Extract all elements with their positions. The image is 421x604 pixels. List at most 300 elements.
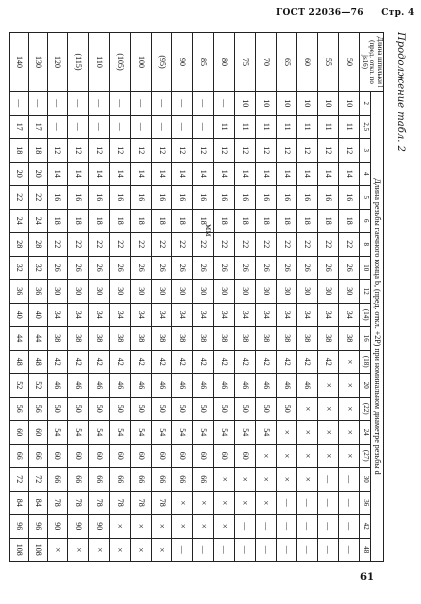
table-cell: 42: [110, 350, 131, 374]
table-cell: 44: [28, 327, 47, 351]
table-cell: 66: [47, 468, 68, 492]
table-cell: 54: [151, 421, 172, 445]
table-cell: 22: [172, 233, 193, 257]
table-cell: 26: [130, 256, 151, 280]
table-cell: 50: [214, 397, 235, 421]
table-cell: 54: [89, 421, 110, 445]
table-cell: 66: [89, 468, 110, 492]
table-cell: 11: [297, 115, 318, 139]
table-cell: ×: [255, 468, 276, 492]
table-cell: —: [276, 515, 297, 539]
table-cell: 22: [214, 233, 235, 257]
standard-code: ГОСТ 22036—76: [276, 8, 364, 18]
table-cell: —: [110, 115, 131, 139]
table-cell: 26: [193, 256, 214, 280]
column-header: 4: [359, 162, 370, 186]
table-cell: 38: [172, 327, 193, 351]
table-cell: ×: [214, 515, 235, 539]
table-cell: 10: [297, 92, 318, 116]
table-cell: 26: [172, 256, 193, 280]
table-cell: 42: [318, 350, 339, 374]
table-row: [28, 33, 47, 562]
table-cell: 14: [193, 162, 214, 186]
table-cell: —: [151, 115, 172, 139]
table-cell: 54: [193, 421, 214, 445]
table-cell: 36: [9, 280, 28, 304]
table-cell: 17: [9, 115, 28, 139]
table-cell: 54: [130, 421, 151, 445]
thread-length-table: [9, 32, 384, 562]
table-cell: 96: [28, 515, 47, 539]
row-length-cell: 80: [214, 33, 235, 92]
table-cell: 42: [276, 350, 297, 374]
table-cell: 30: [151, 280, 172, 304]
table-cell: ×: [193, 491, 214, 515]
table-cell: 12: [151, 139, 172, 163]
table-cell: 66: [130, 468, 151, 492]
table-cell: —: [68, 92, 89, 116]
table-cell: 24: [9, 209, 28, 233]
row-length-cell: (105): [110, 33, 131, 92]
table-cell: 48: [9, 350, 28, 374]
table-cell: 38: [276, 327, 297, 351]
rotated-table-wrapper: [16, 32, 384, 562]
table-cell: 26: [110, 256, 131, 280]
table-cell: 12: [214, 139, 235, 163]
table-cell: ×: [297, 397, 318, 421]
row-length-cell: 50: [339, 33, 360, 92]
table-cell: 72: [28, 468, 47, 492]
table-cell: 18: [339, 209, 360, 233]
table-cell: 34: [214, 303, 235, 327]
table-cell: 38: [130, 327, 151, 351]
table-cell: 16: [151, 186, 172, 210]
table-cell: 22: [234, 233, 255, 257]
table-cell: 50: [68, 397, 89, 421]
table-cell: 14: [318, 162, 339, 186]
column-header: (22): [359, 397, 370, 421]
table-cell: —: [297, 491, 318, 515]
table-cell: 16: [172, 186, 193, 210]
table-cell: ×: [193, 515, 214, 539]
table-cell: 30: [130, 280, 151, 304]
table-cell: 60: [9, 421, 28, 445]
column-header: 10: [359, 256, 370, 280]
table-cell: —: [172, 115, 193, 139]
table-cell: —: [214, 92, 235, 116]
table-cell: 18: [255, 209, 276, 233]
table-cell: 42: [172, 350, 193, 374]
table-row: [276, 33, 297, 562]
table-cell: ×: [172, 491, 193, 515]
table-cell: 78: [110, 491, 131, 515]
column-header: (18): [359, 350, 370, 374]
table-cell: 22: [130, 233, 151, 257]
table-cell: ×: [339, 350, 360, 374]
table-cell: 42: [214, 350, 235, 374]
table-cell: ×: [255, 491, 276, 515]
table-row: [214, 33, 235, 562]
table-row: [193, 33, 214, 562]
table-cell: 12: [276, 139, 297, 163]
table-cell: 34: [89, 303, 110, 327]
table-cell: 66: [110, 468, 131, 492]
table-cell: 26: [297, 256, 318, 280]
table-cell: 54: [110, 421, 131, 445]
table-cell: 30: [89, 280, 110, 304]
table-cell: 66: [28, 444, 47, 468]
table-cell: 38: [318, 327, 339, 351]
table-cell: 54: [214, 421, 235, 445]
column-header: 8: [359, 233, 370, 257]
row-length-cell: 85: [193, 33, 214, 92]
row-length-cell: (95): [151, 33, 172, 92]
table-cell: 22: [89, 233, 110, 257]
table-cell: 22: [318, 233, 339, 257]
table-cell: 11: [339, 115, 360, 139]
table-cell: 56: [9, 397, 28, 421]
table-cell: 18: [110, 209, 131, 233]
table-cell: 30: [297, 280, 318, 304]
column-header: (14): [359, 303, 370, 327]
table-cell: 22: [28, 186, 47, 210]
table-cell: 60: [193, 444, 214, 468]
table-cell: 16: [89, 186, 110, 210]
table-cell: 18: [28, 139, 47, 163]
table-cell: 12: [47, 139, 68, 163]
table-cell: 12: [110, 139, 131, 163]
table-cell: 16: [339, 186, 360, 210]
table-cell: ×: [276, 444, 297, 468]
page-label: Стр.: [381, 8, 405, 18]
table-cell: 90: [89, 515, 110, 539]
table-cell: —: [193, 92, 214, 116]
table-cell: 14: [68, 162, 89, 186]
column-header: 6: [359, 209, 370, 233]
table-cell: 38: [68, 327, 89, 351]
table-cell: 66: [68, 468, 89, 492]
table-cell: ×: [130, 538, 151, 562]
column-header: 24: [359, 421, 370, 445]
table-cell: ×: [234, 468, 255, 492]
table-cell: —: [339, 515, 360, 539]
table-cell: 34: [339, 303, 360, 327]
row-length-cell: 60: [297, 33, 318, 92]
table-cell: 42: [193, 350, 214, 374]
table-cell: 30: [234, 280, 255, 304]
table-cell: ×: [255, 444, 276, 468]
table-cell: 34: [110, 303, 131, 327]
table-cell: 14: [255, 162, 276, 186]
table-cell: 24: [28, 209, 47, 233]
table-cell: —: [276, 538, 297, 562]
table-cell: ×: [339, 397, 360, 421]
table-cell: 18: [89, 209, 110, 233]
table-row: [9, 33, 28, 562]
table-cell: 78: [47, 491, 68, 515]
table-cell: 12: [255, 139, 276, 163]
table-cell: 42: [130, 350, 151, 374]
table-cell: 32: [9, 256, 28, 280]
table-cell: 90: [68, 515, 89, 539]
table-cell: 38: [297, 327, 318, 351]
table-cell: 30: [47, 280, 68, 304]
table-body: [9, 33, 359, 562]
table-cell: 12: [68, 139, 89, 163]
row-length-cell: 65: [276, 33, 297, 92]
table-cell: 84: [9, 491, 28, 515]
table-cell: 16: [255, 186, 276, 210]
table-cell: 18: [130, 209, 151, 233]
table-cell: 50: [130, 397, 151, 421]
table-row: [172, 33, 193, 562]
table-cell: ×: [318, 421, 339, 445]
row-length-cell: 75: [234, 33, 255, 92]
table-cell: ×: [276, 421, 297, 445]
table-cell: 32: [28, 256, 47, 280]
row-length-cell: 120: [47, 33, 68, 92]
table-cell: 22: [255, 233, 276, 257]
column-header: (27): [359, 444, 370, 468]
table-cell: 50: [255, 397, 276, 421]
table-cell: —: [318, 515, 339, 539]
table-cell: 46: [234, 374, 255, 398]
table-cell: 12: [318, 139, 339, 163]
table-cell: 12: [130, 139, 151, 163]
table-cell: 66: [9, 444, 28, 468]
table-cell: 16: [318, 186, 339, 210]
table-cell: 14: [172, 162, 193, 186]
row-length-cell: 140: [9, 33, 28, 92]
table-cell: 18: [234, 209, 255, 233]
table-cell: 78: [68, 491, 89, 515]
table-cell: 16: [297, 186, 318, 210]
table-cell: ×: [130, 515, 151, 539]
table-row: [151, 33, 172, 562]
table-cell: 14: [234, 162, 255, 186]
table-cell: 54: [255, 421, 276, 445]
table-cell: 34: [172, 303, 193, 327]
table-cell: —: [193, 115, 214, 139]
table-cell: 66: [151, 468, 172, 492]
table-cell: ×: [297, 444, 318, 468]
table-cell: 50: [172, 397, 193, 421]
table-cell: 48: [28, 350, 47, 374]
table-cell: 46: [214, 374, 235, 398]
table-cell: ×: [214, 468, 235, 492]
table-row: [339, 33, 360, 562]
table-cell: 46: [255, 374, 276, 398]
column-header: 3: [359, 139, 370, 163]
table-cell: 10: [339, 92, 360, 116]
table-cell: 12: [297, 139, 318, 163]
table-cell: 42: [151, 350, 172, 374]
table-cell: 30: [318, 280, 339, 304]
row-length-cell: 130: [28, 33, 47, 92]
table-cell: ×: [339, 421, 360, 445]
table-cell: 46: [172, 374, 193, 398]
table-cell: 10: [255, 92, 276, 116]
table-cell: —: [297, 515, 318, 539]
table-cell: ×: [297, 421, 318, 445]
row-length-cell: 110: [89, 33, 110, 92]
table-cell: 60: [28, 421, 47, 445]
table-cell: 12: [339, 139, 360, 163]
table-cell: 78: [89, 491, 110, 515]
table-cell: 52: [28, 374, 47, 398]
table-cell: 60: [89, 444, 110, 468]
table-cell: 10: [276, 92, 297, 116]
table-cell: 66: [193, 468, 214, 492]
table-cell: 54: [234, 421, 255, 445]
column-header: 12: [359, 280, 370, 304]
table-cell: 10: [318, 92, 339, 116]
column-header: 2: [359, 92, 370, 116]
table-cell: 26: [214, 256, 235, 280]
table-cell: 46: [130, 374, 151, 398]
table-row: [110, 33, 131, 562]
table-cell: 50: [234, 397, 255, 421]
table-cell: 26: [151, 256, 172, 280]
table-cell: 54: [68, 421, 89, 445]
table-row: [297, 33, 318, 562]
table-cell: 30: [68, 280, 89, 304]
table-cell: 50: [193, 397, 214, 421]
table-cell: ×: [214, 491, 235, 515]
column-header: 16: [359, 327, 370, 351]
table-cell: 12: [234, 139, 255, 163]
table-cell: —: [193, 538, 214, 562]
table-cell: 18: [172, 209, 193, 233]
table-cell: 44: [9, 327, 28, 351]
table-cell: —: [297, 538, 318, 562]
table-cell: 16: [234, 186, 255, 210]
table-cell: 22: [151, 233, 172, 257]
table-cell: 22: [47, 233, 68, 257]
table-cell: 26: [255, 256, 276, 280]
table-cell: 14: [110, 162, 131, 186]
table-cell: 84: [28, 491, 47, 515]
table-cell: 46: [110, 374, 131, 398]
table-continuation-title: Продолжение табл. 2: [395, 32, 406, 152]
table-cell: 22: [193, 233, 214, 257]
table-cell: ×: [339, 444, 360, 468]
table-cell: 26: [318, 256, 339, 280]
table-cell: —: [255, 515, 276, 539]
column-header: 20: [359, 374, 370, 398]
table-cell: 42: [89, 350, 110, 374]
table-row: [68, 33, 89, 562]
table-cell: ×: [151, 538, 172, 562]
table-cell: 66: [172, 468, 193, 492]
table-cell: 11: [214, 115, 235, 139]
table-cell: 16: [110, 186, 131, 210]
table-cell: ×: [110, 538, 131, 562]
table-cell: —: [339, 468, 360, 492]
table-cell: —: [9, 92, 28, 116]
table-cell: ×: [234, 491, 255, 515]
table-cell: ×: [151, 515, 172, 539]
table-cell: —: [276, 491, 297, 515]
table-cell: 34: [234, 303, 255, 327]
table-cell: 18: [151, 209, 172, 233]
table-cell: 60: [214, 444, 235, 468]
table-cell: ×: [276, 468, 297, 492]
table-cell: 52: [9, 374, 28, 398]
table-cell: 50: [151, 397, 172, 421]
table-row: [47, 33, 68, 562]
table-cell: 46: [276, 374, 297, 398]
table-cell: —: [151, 92, 172, 116]
table-cell: 60: [151, 444, 172, 468]
table-cell: 10: [234, 92, 255, 116]
table-cell: 18: [193, 209, 214, 233]
table-cell: 46: [151, 374, 172, 398]
table-cell: 16: [214, 186, 235, 210]
table-cell: 38: [339, 327, 360, 351]
table-cell: 26: [89, 256, 110, 280]
table-cell: 60: [130, 444, 151, 468]
table-cell: 34: [255, 303, 276, 327]
page-header: [276, 8, 415, 18]
table-cell: —: [255, 538, 276, 562]
column-header: 48: [359, 538, 370, 562]
table-cell: 54: [172, 421, 193, 445]
table-cell: 14: [151, 162, 172, 186]
table-cell: ×: [339, 374, 360, 398]
column-header: 2,5: [359, 115, 370, 139]
row-length-cell: 70: [255, 33, 276, 92]
page-number: 61: [360, 572, 374, 583]
table-cell: 11: [276, 115, 297, 139]
table-cell: 18: [68, 209, 89, 233]
table-cell: 30: [193, 280, 214, 304]
table-cell: 16: [276, 186, 297, 210]
row-length-cell: 90: [172, 33, 193, 92]
table-cell: 11: [255, 115, 276, 139]
column-header: 36: [359, 491, 370, 515]
table-row: [318, 33, 339, 562]
table-cell: —: [318, 468, 339, 492]
table-cell: 22: [110, 233, 131, 257]
table-cell: 46: [89, 374, 110, 398]
table-cell: ×: [172, 515, 193, 539]
table-cell: 42: [68, 350, 89, 374]
corner-header: Длина шпильки l (пред. откл. по js16): [359, 33, 383, 92]
table-cell: 34: [318, 303, 339, 327]
table-cell: 22: [9, 186, 28, 210]
table-cell: 34: [297, 303, 318, 327]
table-cell: 50: [47, 397, 68, 421]
table-cell: 14: [276, 162, 297, 186]
table-cell: ×: [318, 397, 339, 421]
table-cell: —: [89, 115, 110, 139]
table-cell: 20: [9, 162, 28, 186]
table-cell: 12: [89, 139, 110, 163]
column-header: 30: [359, 468, 370, 492]
table-cell: 14: [130, 162, 151, 186]
row-length-cell: 100: [130, 33, 151, 92]
table-cell: 14: [214, 162, 235, 186]
table-cell: 46: [193, 374, 214, 398]
table-cell: ×: [89, 538, 110, 562]
table-cell: 18: [318, 209, 339, 233]
table-cell: —: [47, 92, 68, 116]
table-cell: 30: [214, 280, 235, 304]
table-cell: 42: [47, 350, 68, 374]
table-cell: 38: [151, 327, 172, 351]
row-length-cell: 55: [318, 33, 339, 92]
